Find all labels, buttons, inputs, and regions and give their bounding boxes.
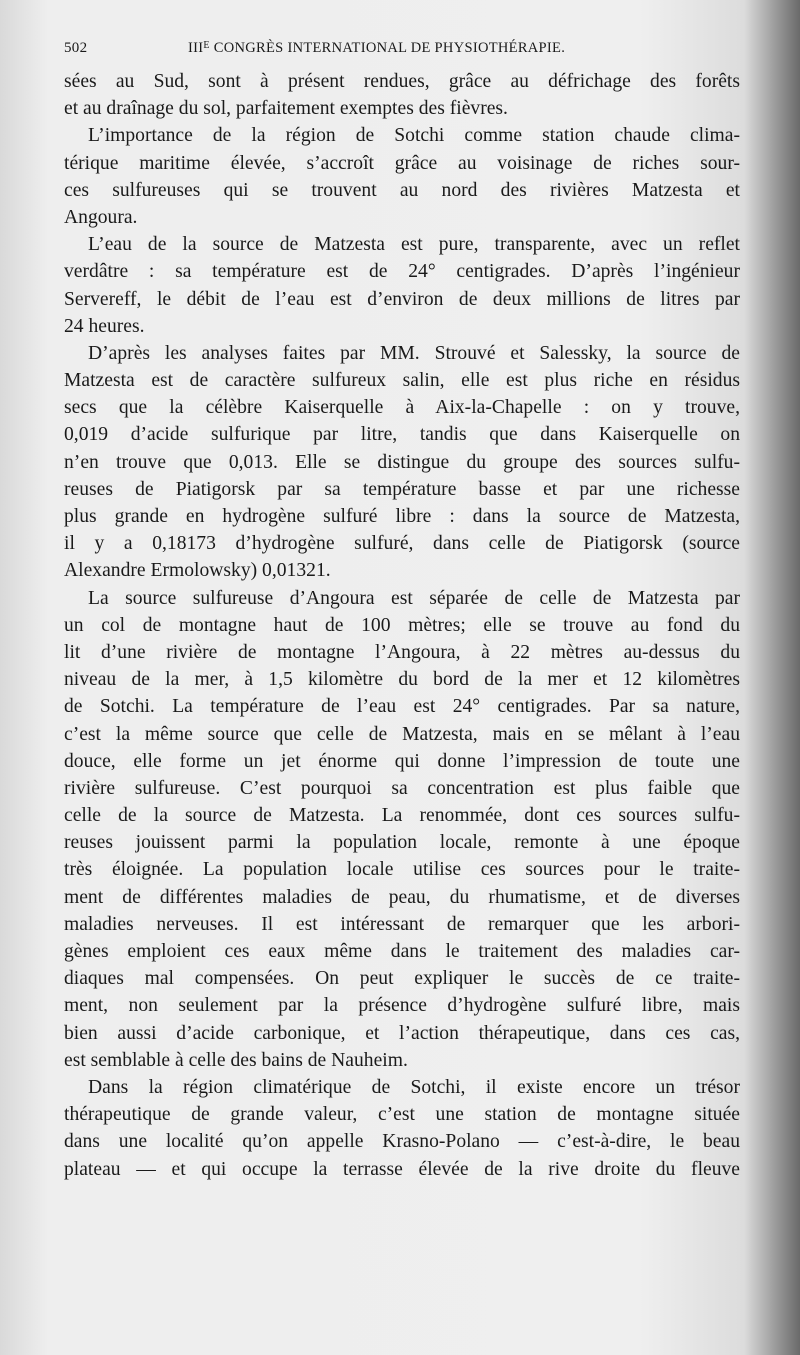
text-line: bien aussi d’acide carbonique, et l’action thérapeutique, dans ces cas, — [64, 1022, 740, 1044]
text-line: maladies nerveuses. Il est intéressant de remarquer que les arbori- — [64, 913, 740, 935]
text-line: et au draînage du sol, parfaitement exemptes des fièvres. — [64, 98, 508, 120]
text-line: gènes emploient ces eaux même dans le traitement des maladies car- — [64, 941, 740, 962]
text-line: lit d’une rivière de montagne l’Angoura, à 22 mètres au-dessus du — [64, 641, 740, 663]
text-line: thérapeutique de grande valeur, c’est une station de montagne située — [64, 1104, 740, 1126]
text-line: ment de différentes maladies de peau, du rhumatisme, et de diverses — [64, 886, 740, 908]
paragraph — [64, 231, 740, 340]
text-line: douce, elle forme un jet énorme qui donne l’impression de toute une — [64, 750, 740, 772]
text-line: ment, non seulement par la présence d’hydrogène sulfuré libre, mais — [64, 995, 740, 1017]
text-line: il y a 0,18173 d’hydrogène sulfuré, dans celle de Piatigorsk (source — [64, 533, 740, 555]
text-line: ces sulfureuses qui se trouvent au nord des rivières Matzesta et — [64, 179, 740, 201]
paragraph — [64, 585, 740, 1074]
text-line: n’en trouve que 0,013. Elle se distingue du groupe des sources sulfu- — [64, 451, 740, 473]
text-line: est semblable à celle des bains de Nauheim. — [64, 1049, 408, 1071]
text-line: rivière sulfureuse. C’est pourquoi sa concentration est plus faible que — [64, 777, 740, 799]
text-line: Alexandre Ermolowsky) 0,01321. — [64, 560, 331, 582]
page-number: 502 — [64, 40, 88, 56]
text-line: secs que la célèbre Kaiserquelle à Aix-la-Chapelle : on y trouve, — [64, 397, 740, 419]
text-line: plus grande en hydrogène sulfuré libre : dans la source de Matzesta, — [64, 506, 740, 527]
text-line: reuses jouissent parmi la population locale, remonte à une époque — [64, 832, 740, 854]
text-line: un col de montagne haut de 100 mètres; elle se trouve au fond du — [64, 614, 740, 636]
paragraph — [64, 340, 740, 585]
text-line: niveau de la mer, à 1,5 kilomètre du bord de la mer et 12 kilomètres — [64, 669, 740, 691]
text-line: térique maritime élevée, s’accroît grâce au voisinage de riches sour- — [64, 152, 740, 174]
text-line: sées au Sud, sont à présent rendues, grâce au défrichage des forêts — [64, 71, 740, 92]
text-line: L’importance de la région de Sotchi comme station chaude clima- — [88, 125, 740, 147]
text-line: La source sulfureuse d’Angoura est séparée de celle de Matzesta par — [88, 587, 740, 609]
text-line: L’eau de la source de Matzesta est pure, transparente, avec un reflet — [88, 234, 740, 256]
text-line: dans une localité qu’on appelle Krasno-Polano — c’est-à-dire, le beau — [64, 1131, 740, 1153]
running-title-superscript: E — [203, 40, 210, 51]
paragraph — [64, 68, 740, 122]
text-line: verdâtre : sa température est de 24° centigrades. D’après l’ingénieur — [64, 261, 740, 283]
text-line: Servereff, le débit de l’eau est d’environ de deux millions de litres par — [64, 288, 740, 310]
text-line: 24 heures. — [64, 315, 145, 337]
body-text — [64, 68, 740, 1183]
running-header — [64, 40, 740, 64]
text-line: 0,019 d’acide sulfurique par litre, tandis que dans Kaiserquelle on — [64, 424, 740, 446]
running-title — [188, 40, 565, 57]
text-line: très éloignée. La population locale utilise ces sources pour le traite- — [64, 859, 740, 881]
text-line: de Sotchi. La température de l’eau est 24° centigrades. Par sa nature, — [64, 696, 740, 718]
running-title-rest: CONGRÈS INTERNATIONAL DE PHYSIOTHÉRAPIE. — [209, 40, 566, 56]
running-title-prefix: III — [188, 40, 204, 56]
paragraph — [64, 122, 740, 231]
text-line: plateau — et qui occupe la terrasse élevée de la rive droite du fleuve — [64, 1158, 740, 1180]
text-line: Matzesta est de caractère sulfureux salin, elle est plus riche en résidus — [64, 370, 740, 392]
text-line: c’est la même source que celle de Matzesta, mais en se mêlant à l’eau — [64, 723, 740, 745]
text-line: Angoura. — [64, 206, 138, 228]
text-line: Dans la région climatérique de Sotchi, il existe encore un trésor — [88, 1076, 740, 1098]
paragraph — [64, 1074, 740, 1183]
text-line: reuses de Piatigorsk par sa température basse et par une richesse — [64, 478, 740, 500]
text-line: diaques mal compensées. On peut expliquer le succès de ce traite- — [64, 968, 740, 990]
text-line: D’après les analyses faites par MM. Strouvé et Salessky, la source de — [88, 342, 740, 364]
text-line: celle de la source de Matzesta. La renommée, dont ces sources sulfu- — [64, 805, 740, 827]
